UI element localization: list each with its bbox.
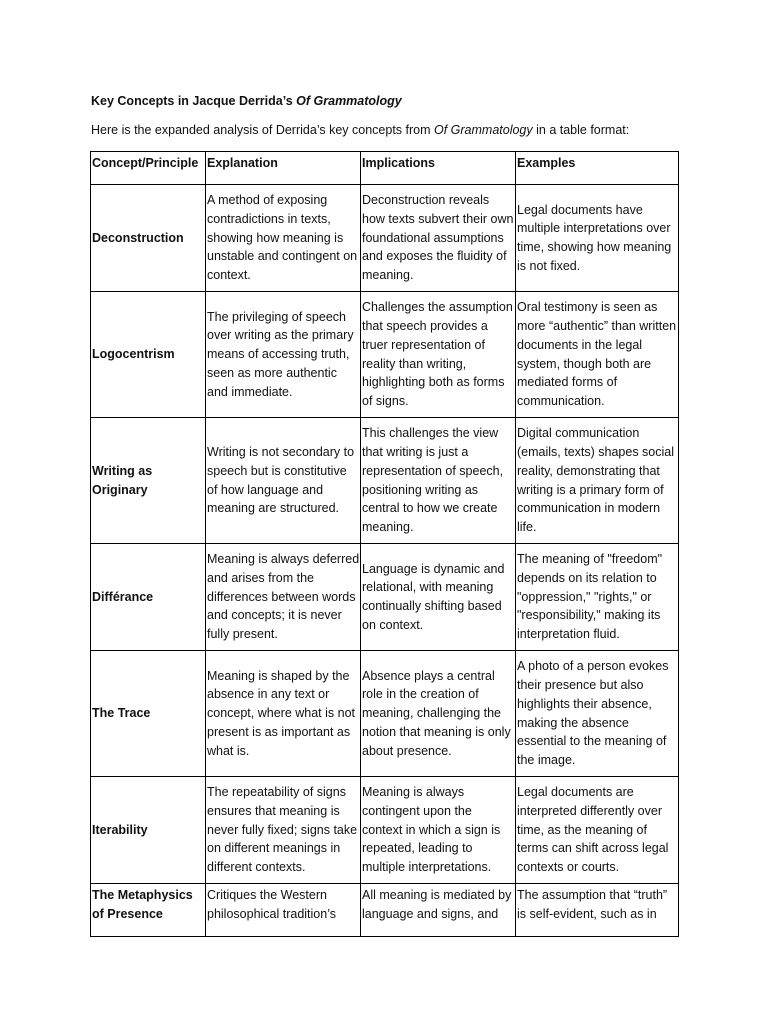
explanation-cell: Meaning is always deferred and arises from the differences between words and concepts; it is never fully present. bbox=[206, 544, 361, 651]
concept-cell: Différance bbox=[91, 544, 206, 651]
implications-cell: Challenges the assumption that speech provides a truer representation of reality than writing, highlighting both as forms of signs. bbox=[361, 292, 516, 418]
table-row bbox=[91, 651, 679, 777]
explanation-cell: A method of exposing contradictions in texts, showing how meaning is unstable and contingent on context. bbox=[206, 185, 361, 292]
header-implications: Implications bbox=[361, 152, 516, 185]
intro-text-end: in a table format: bbox=[532, 123, 630, 137]
table-row bbox=[91, 418, 679, 544]
implications-cell: Deconstruction reveals how texts subvert their own foundational assumptions and exposes the fluidity of meaning. bbox=[361, 185, 516, 292]
concept-cell: The Metaphysics of Presence bbox=[91, 884, 206, 937]
examples-cell: The assumption that “truth” is self-evident, such as in bbox=[516, 884, 679, 937]
implications-cell: All meaning is mediated by language and signs, and bbox=[361, 884, 516, 937]
heading-book-title: Of Grammatology bbox=[296, 94, 402, 108]
table-header-row bbox=[91, 152, 679, 185]
concept-cell: Deconstruction bbox=[91, 185, 206, 292]
header-concept: Concept/Principle bbox=[91, 152, 206, 185]
explanation-cell: Critiques the Western philosophical tradition’s bbox=[206, 884, 361, 937]
document-heading bbox=[91, 94, 402, 108]
intro-text-start: Here is the expanded analysis of Derrida’s key concepts from bbox=[91, 123, 434, 137]
implications-cell: This challenges the view that writing is just a representation of speech, positioning writing as central to how we create meaning. bbox=[361, 418, 516, 544]
implications-cell: Meaning is always contingent upon the context in which a sign is repeated, leading to multiple interpretations. bbox=[361, 777, 516, 884]
explanation-cell: Meaning is shaped by the absence in any text or concept, where what is not present is as important as what is. bbox=[206, 651, 361, 777]
explanation-cell: Writing is not secondary to speech but is constitutive of how language and meaning are structured. bbox=[206, 418, 361, 544]
intro-paragraph bbox=[91, 123, 629, 137]
concept-cell: The Trace bbox=[91, 651, 206, 777]
examples-cell: The meaning of "freedom" depends on its relation to "oppression," "rights," or "responsibility," making its interpretation fluid. bbox=[516, 544, 679, 651]
concept-cell: Iterability bbox=[91, 777, 206, 884]
examples-cell: Digital communication (emails, texts) shapes social reality, demonstrating that writing is a primary form of communication in modern life. bbox=[516, 418, 679, 544]
heading-text: Key Concepts in Jacque Derrida’s bbox=[91, 94, 297, 108]
table-row bbox=[91, 544, 679, 651]
concepts-table bbox=[90, 151, 679, 937]
explanation-cell: The repeatability of signs ensures that meaning is never fully fixed; signs take on different meanings in different contexts. bbox=[206, 777, 361, 884]
concept-cell: Logocentrism bbox=[91, 292, 206, 418]
table-row bbox=[91, 185, 679, 292]
concept-cell: Writing as Originary bbox=[91, 418, 206, 544]
table-row bbox=[91, 884, 679, 937]
table-row bbox=[91, 777, 679, 884]
implications-cell: Absence plays a central role in the creation of meaning, challenging the notion that meaning is only about presence. bbox=[361, 651, 516, 777]
header-examples: Examples bbox=[516, 152, 679, 185]
examples-cell: A photo of a person evokes their presence but also highlights their absence, making the absence essential to the meaning of the image. bbox=[516, 651, 679, 777]
explanation-cell: The privileging of speech over writing as the primary means of accessing truth, seen as more authentic and immediate. bbox=[206, 292, 361, 418]
table-row bbox=[91, 292, 679, 418]
intro-book-title: Of Grammatology bbox=[434, 123, 533, 137]
header-explanation: Explanation bbox=[206, 152, 361, 185]
implications-cell: Language is dynamic and relational, with meaning continually shifting based on context. bbox=[361, 544, 516, 651]
examples-cell: Legal documents are interpreted differently over time, as the meaning of terms can shift across legal contexts or courts. bbox=[516, 777, 679, 884]
examples-cell: Oral testimony is seen as more “authentic” than written documents in the legal system, though both are mediated forms of communication. bbox=[516, 292, 679, 418]
examples-cell: Legal documents have multiple interpretations over time, showing how meaning is not fixed. bbox=[516, 185, 679, 292]
